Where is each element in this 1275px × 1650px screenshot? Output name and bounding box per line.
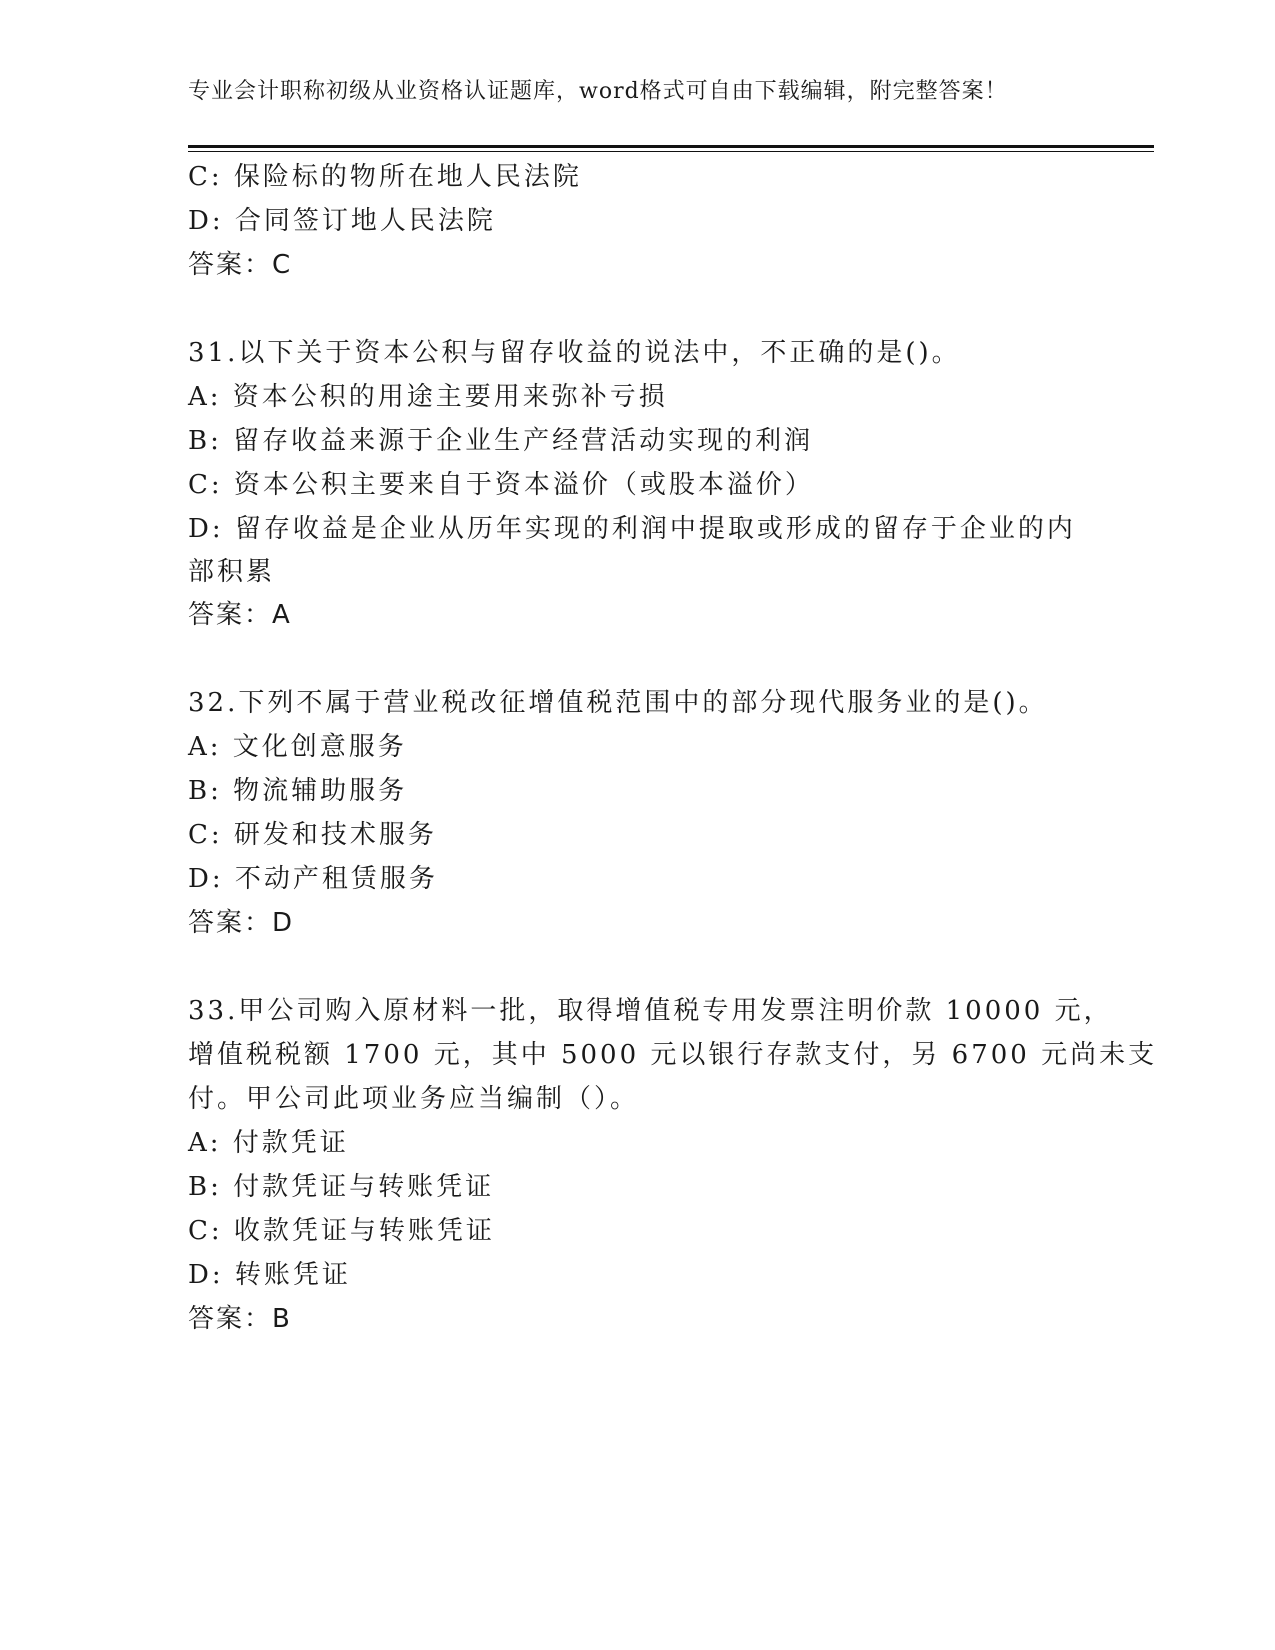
option-c: C: 保险标的物所在地人民法院 (188, 162, 582, 192)
answer-label: 答案： (188, 1304, 273, 1334)
answer-line (188, 244, 290, 281)
answer-line (188, 594, 290, 631)
option-c: C: 研发和技术服务 (188, 820, 437, 850)
answer-label: 答案： (188, 908, 273, 938)
option-b: B: 物流辅助服务 (188, 776, 408, 806)
option-b: B: 付款凭证与转账凭证 (188, 1172, 495, 1202)
option-d-continued: 部积累 (188, 557, 276, 587)
option-d: D: 留存收益是企业从历年实现的利润中提取或形成的留存于企业的内 (188, 514, 1076, 544)
option-b: B: 留存收益来源于企业生产经营活动实现的利润 (188, 426, 814, 456)
answer-value: A (272, 600, 290, 630)
header-rule-thick (188, 145, 1154, 148)
option-d: D: 不动产租赁服务 (188, 864, 438, 894)
page-header: 专业会计职称初级从业资格认证题库，word格式可自由下载编辑，附完整答案！ (188, 79, 1008, 104)
question-stem: 33.甲公司购入原材料一批，取得增值税专用发票注明价款 10000 元， (188, 996, 1113, 1026)
question-stem: 32.下列不属于营业税改征增值税范围中的部分现代服务业的是()。 (188, 688, 1048, 718)
answer-label: 答案： (188, 600, 273, 630)
option-d: D: 转账凭证 (188, 1260, 351, 1290)
option-d: D: 合同签订地人民法院 (188, 206, 496, 236)
header-rule-thin (188, 151, 1154, 152)
question-stem-line-2: 增值税税额 1700 元，其中 5000 元以银行存款支付，另 6700 元尚未支 (188, 1040, 1158, 1070)
answer-line (188, 902, 292, 939)
question-stem-line-3: 付。甲公司此项业务应当编制（）。 (188, 1084, 640, 1114)
answer-value: C (272, 250, 291, 280)
answer-value: B (272, 1304, 290, 1334)
option-a: A: 资本公积的用途主要用来弥补亏损 (188, 382, 668, 412)
answer-line (188, 1298, 290, 1335)
answer-label: 答案： (188, 250, 273, 280)
option-a: A: 文化创意服务 (188, 732, 407, 762)
answer-value: D (272, 908, 293, 938)
question-stem: 31.以下关于资本公积与留存收益的说法中，不正确的是()。 (188, 338, 961, 368)
option-c: C: 收款凭证与转账凭证 (188, 1216, 495, 1246)
option-a: A: 付款凭证 (188, 1128, 349, 1158)
option-c: C: 资本公积主要来自于资本溢价（或股本溢价） (188, 470, 814, 500)
